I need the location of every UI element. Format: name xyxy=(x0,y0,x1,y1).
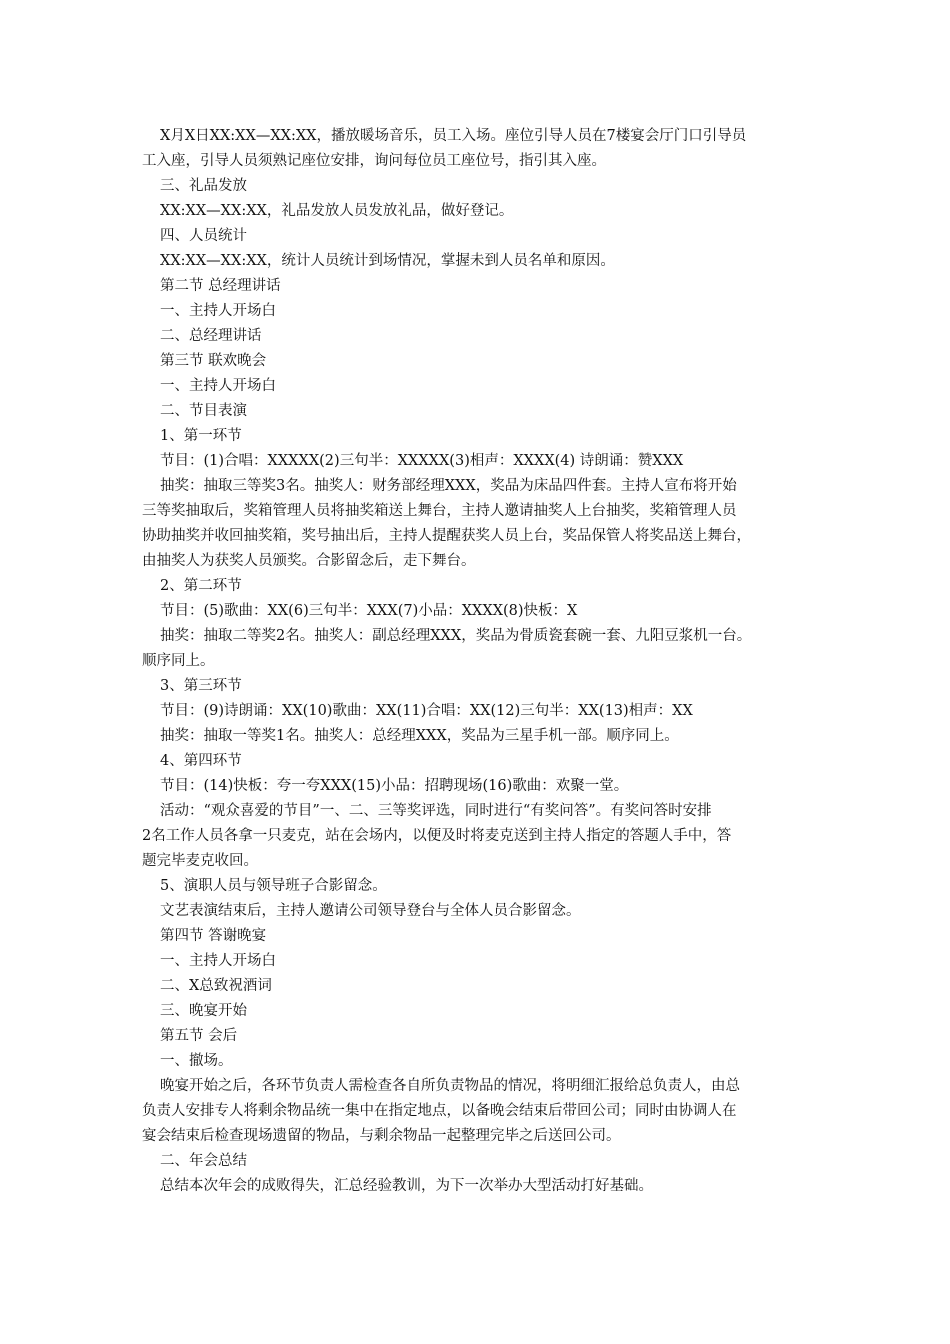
paragraph-line: 节目：(1)合唱：XXXXX(2)三句半：XXXXX(3)相声：XXXX(4) 诗朗诵：赞XXX xyxy=(160,453,684,469)
paragraph-line: 顺序同上。 xyxy=(142,653,215,669)
paragraph-line: 第四节 答谢晚宴 xyxy=(160,928,267,944)
paragraph-line: 5、演职人员与领导班子合影留念。 xyxy=(160,878,387,894)
paragraph-line: 一、主持人开场白 xyxy=(160,303,276,319)
paragraph-line: 活动：“观众喜爱的节目”一、二、三等奖评选，同时进行“有奖问答”。有奖问答时安排 xyxy=(160,803,712,819)
paragraph-line: 三、晚宴开始 xyxy=(160,1003,247,1019)
paragraph-line: 抽奖：抽取三等奖3名。抽奖人：财务部经理XXX，奖品为床品四件套。主持人宣布将开始 xyxy=(160,478,737,494)
paragraph-line: 抽奖：抽取二等奖2名。抽奖人：副总经理XXX，奖品为骨质瓷套碗一套、九阳豆浆机一台。 xyxy=(160,628,752,644)
paragraph-line: 一、撤场。 xyxy=(160,1053,233,1069)
paragraph-line: 节目：(9)诗朗诵：XX(10)歌曲：XX(11)合唱：XX(12)三句半：XX(13)相声：XX xyxy=(160,703,693,719)
paragraph-line: 抽奖：抽取一等奖1名。抽奖人：总经理XXX，奖品为三星手机一部。顺序同上。 xyxy=(160,728,679,744)
paragraph-line: 二、年会总结 xyxy=(160,1153,247,1169)
paragraph-line: 二、节目表演 xyxy=(160,403,247,419)
paragraph-line: XX:XX—XX:XX，统计人员统计到场情况，掌握未到人员名单和原因。 xyxy=(160,253,615,269)
paragraph-line: 总结本次年会的成败得失，汇总经验教训，为下一次举办大型活动打好基础。 xyxy=(160,1178,653,1194)
paragraph-line: 3、第三环节 xyxy=(160,678,242,694)
paragraph-line: 工入座，引导人员须熟记座位安排，询问每位员工座位号，指引其入座。 xyxy=(142,153,606,169)
paragraph-line: 节目：(5)歌曲：XX(6)三句半：XXX(7)小品：XXXX(8)快板：X xyxy=(160,603,578,619)
paragraph-line: XX:XX—XX:XX，礼品发放人员发放礼品，做好登记。 xyxy=(160,203,514,219)
paragraph-line: 题完毕麦克收回。 xyxy=(142,853,258,869)
paragraph-line: 协助抽奖并收回抽奖箱，奖号抽出后，主持人提醒获奖人员上台，奖品保管人将奖品送上舞台， xyxy=(142,528,751,544)
paragraph-line: 节目：(14)快板：夸一夸XXX(15)小品：招聘现场(16)歌曲：欢聚一堂。 xyxy=(160,778,629,794)
paragraph-line: 2、第二环节 xyxy=(160,578,242,594)
paragraph-line: 二、总经理讲话 xyxy=(160,328,262,344)
paragraph-line: 第二节 总经理讲话 xyxy=(160,278,281,294)
paragraph-line: 三、礼品发放 xyxy=(160,178,247,194)
paragraph-line: 2名工作人员各拿一只麦克，站在会场内，以便及时将麦克送到主持人指定的答题人手中，答 xyxy=(142,828,732,844)
paragraph-line: 负责人安排专人将剩余物品统一集中在指定地点，以备晚会结束后带回公司；同时由协调人在 xyxy=(142,1103,737,1119)
paragraph-line: 三等奖抽取后，奖箱管理人员将抽奖箱送上舞台，主持人邀请抽奖人上台抽奖，奖箱管理人员 xyxy=(142,503,737,519)
paragraph-line: 宴会结束后检查现场遗留的物品，与剩余物品一起整理完毕之后送回公司。 xyxy=(142,1128,621,1144)
paragraph-line: 文艺表演结束后，主持人邀请公司领导登台与全体人员合影留念。 xyxy=(160,903,581,919)
paragraph-line: 4、第四环节 xyxy=(160,753,242,769)
paragraph-line: X月X日XX:XX—XX:XX，播放暖场音乐，员工入场。座位引导人员在7楼宴会厅门口引导员 xyxy=(160,128,747,144)
paragraph-line: 1、第一环节 xyxy=(160,428,242,444)
document-body xyxy=(142,124,822,1199)
paragraph-line: 一、主持人开场白 xyxy=(160,953,276,969)
paragraph-line: 第三节 联欢晚会 xyxy=(160,353,267,369)
paragraph-line: 第五节 会后 xyxy=(160,1028,238,1044)
paragraph-line: 晚宴开始之后，各环节负责人需检查各自所负责物品的情况，将明细汇报给总负责人，由总 xyxy=(160,1078,740,1094)
paragraph-line: 一、主持人开场白 xyxy=(160,378,276,394)
paragraph-line: 由抽奖人为获奖人员颁奖。合影留念后，走下舞台。 xyxy=(142,553,476,569)
paragraph-line: 四、人员统计 xyxy=(160,228,247,244)
paragraph-line: 二、X总致祝酒词 xyxy=(160,978,272,994)
